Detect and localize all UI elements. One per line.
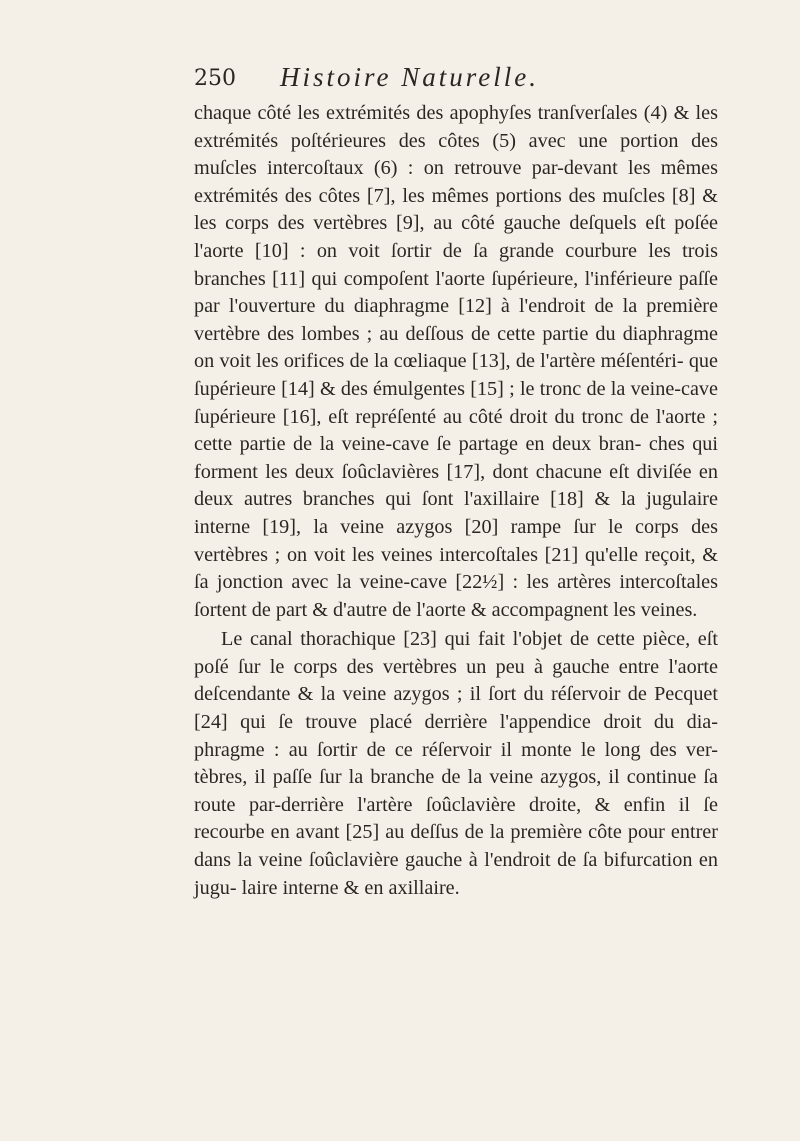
page-number: 250 [194,66,236,91]
running-title: Histoire Naturelle. [280,62,539,92]
paragraph: Le canal thorachique [23] qui fait l'objet de cette pièce, eſt poſé ſur le corps des vertèbres un peu à gauche entre l'aorte deſcendante & la veine azygos ; il ſort du réſervoir de Pecquet [24] qui ſe trouve placé derrière l'appendice droit du dia- phragme : au ſortir de ce réſervoir il monte le long des ver- tèbres, il paſſe ſur la branche de la veine azygos, il continue ſa route par-derrière l'artère ſoûclavière droite, & enfin il ſe recourbe en avant [25] au deſſus de la première côte pour entrer dans la veine ſoûclavière gauche à l'endroit de ſa bifurcation en jugu- laire interne & en axillaire. [194,628,718,899]
paragraph: chaque côté les extrémités des apophyſes tranſverſales (4) & les extrémités poſtérieures des côtes (5) avec une portion des muſcles intercoſtaux (6) : on retrouve par-devant les mêmes extrémités des côtes [7], les mêmes portions des muſcles [8] & les corps des vertèbres [9], au côté gauche deſquels eſt poſée l'aorte [10] : on voit ſortir de ſa grande courbure les trois branches [11] qui compoſent l'aorte ſupérieure, l'inférieure paſſe par l'ouverture du diaphragme [12] à l'endroit de la première vertèbre des lombes ; au deſſous de cette partie du diaphragme on voit les orifices de la cœliaque [13], de l'artère méſentéri- que ſupérieure [14] & des émulgentes [15] ; le tronc de la veine-cave ſupérieure [16], eſt repréſenté au côté droit du tronc de l'aorte ; cette partie de la veine-cave ſe partage en deux bran- ches qui forment les deux ſoûclavières [17], dont chacune eſt diviſée en deux autres branches qui ſont l'axillaire [18] & la jugulaire interne [19], la veine azygos [20] rampe ſur le corps des vertèbres ; on voit les veines intercoſtales [21] qu'elle reçoit, & ſa jonction avec la veine-cave [22½] : les artères intercoſtales ſortent de part & d'autre de l'aorte & accompagnent les veines. [194,102,718,621]
running-head [194,62,714,96]
body-text [194,100,718,902]
